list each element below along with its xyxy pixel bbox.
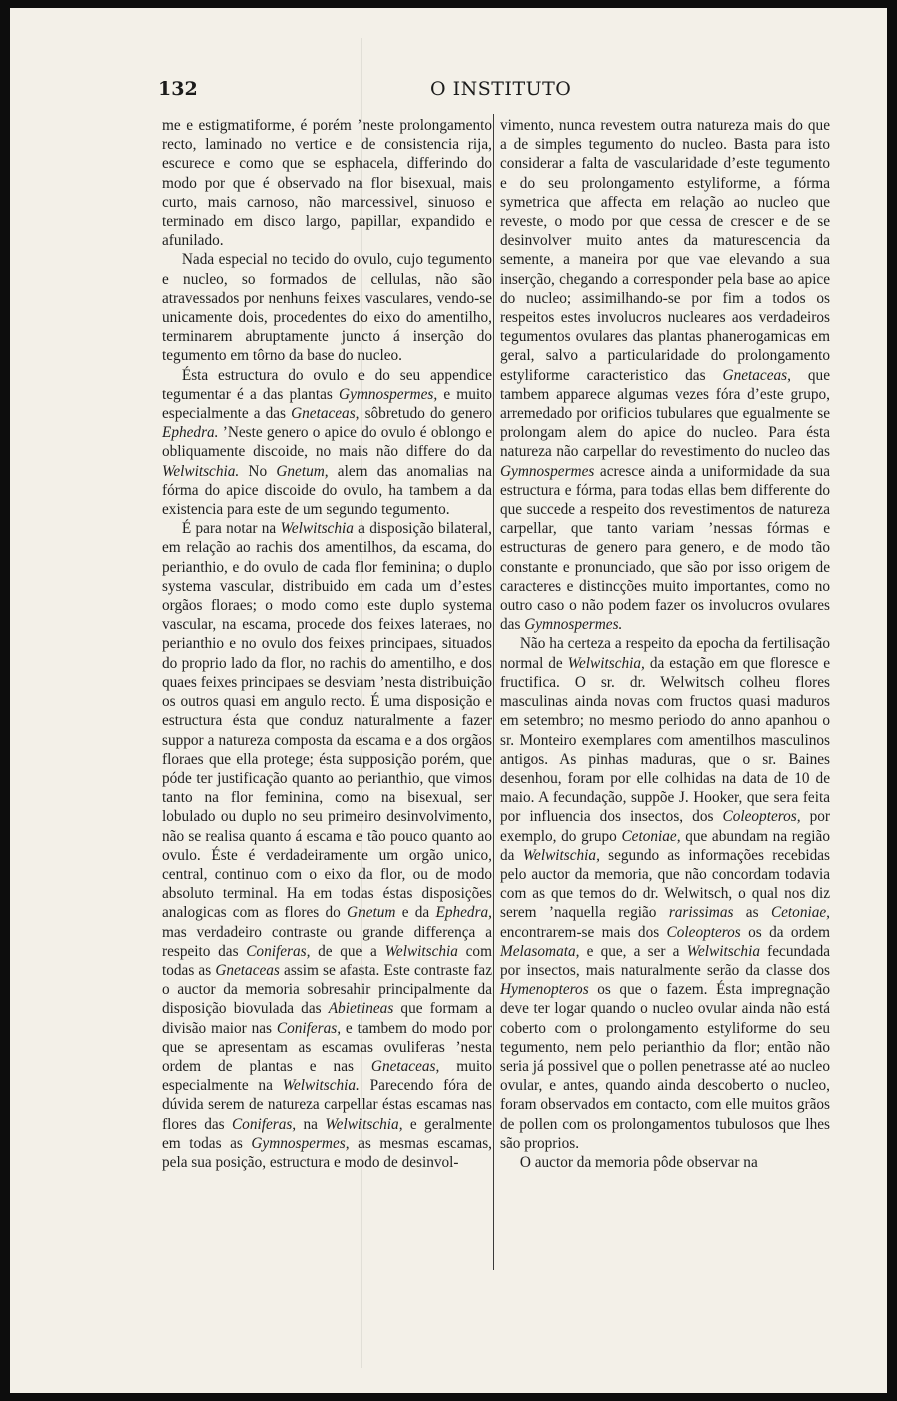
- paragraph: me e estigmatiforme, é porém ’neste prolongamento recto, laminado no vertice e de consistencia rija, escurece e como que se esphacela, differindo do modo por que é observado na flor bisexual, mais curto, mais carnoso, não marcessivel, sinuoso e terminado em disco largo, papillar, expandido e afunilado.: [162, 117, 492, 250]
- text-run: e muito especialmente a das: [162, 385, 492, 423]
- text-run: as mesmas escamas, pela sua posição, estructura e modo de desinvol-: [162, 1134, 492, 1171]
- text-run: que formam a divisão maior nas: [162, 1000, 492, 1037]
- running-header: [158, 74, 836, 104]
- italic-term: Welwitschia,: [567, 654, 645, 672]
- text-run: as: [733, 904, 771, 922]
- italic-term: Ephedra,: [435, 904, 492, 922]
- italic-term: Coleopteros,: [722, 808, 801, 826]
- text-run: de que a: [310, 942, 385, 960]
- italic-term: Welwitschia: [280, 520, 354, 538]
- paragraph: [162, 519, 492, 1172]
- text-run: muito especialmente na: [162, 1057, 492, 1095]
- page-number: 132: [158, 78, 198, 100]
- italic-term: Gymnospermes.: [524, 616, 623, 634]
- text-run: por exemplo, do grupo: [500, 808, 831, 845]
- italic-term: Gymnospermes,: [251, 1134, 350, 1152]
- text-run: Ésta estructura do ovulo e do seu appendice tegumentar é a das plantas: [162, 366, 492, 403]
- italic-term: Coniferas,: [276, 1019, 342, 1037]
- text-run: acresce ainda a uniformidade da sua estructura e fórma, para todas ellas bem differente do que succede a respeito dos revestimentos de natureza carpellar, que tanto variam ’nessas fórmas e estructuras de genero para genero, e de modo tão constante e pronunciado, que são por isso origem de caracteres e distincções muito importantes, como no outro caso o não podem fazer os involucros ovulares das: [500, 462, 830, 634]
- italic-term: Gymnospermes,: [339, 385, 438, 403]
- paragraph: [500, 116, 830, 634]
- text-run: segundo as informações recebidas pelo auctor da memoria, que não concordam todavia com as que temos do dr. Welwitsch, o qual nos diz serem ’naquella região: [500, 846, 830, 922]
- text-run: encontrarem-se mais dos: [500, 923, 667, 941]
- text-run: sôbretudo do genero: [359, 405, 492, 423]
- text-run: e geralmente em todas as: [162, 1115, 493, 1152]
- left-column: [162, 116, 492, 1172]
- text-run: e tambem do modo por que se apresentam as escamas ovuliferas ’nesta ordem de plantas e nas: [162, 1019, 492, 1075]
- italic-term: Coniferas,: [246, 942, 311, 960]
- italic-term: Gymnospermes: [500, 462, 595, 480]
- italic-term: Ephedra.: [162, 424, 219, 442]
- text-run: da estação em que floresce e fructifica. O sr. dr. Welwitsch colheu flores masculinas ainda novas com fructos quasi maduros em setembro; no mesmo periodo do anno apanhou o sr. Monteiro exemplares com amentilhos masculinos antigos. As pinhas maduras, que o sr. Baines desenhou, foram por elle colhidas na data de 10 de maio. A fecundação, suppõe J. Hooker, que sera feita por influencia dos insectos, dos: [500, 654, 830, 826]
- text-run: com todas as: [162, 942, 492, 979]
- italic-term: Gnetum: [347, 904, 396, 922]
- italic-term: Gnetum,: [276, 462, 329, 480]
- text-run: mas verdadeiro contraste ou grande differença a respeito das: [162, 923, 492, 960]
- paragraph: [500, 634, 830, 1152]
- italic-term: Cetoniae,: [770, 904, 830, 922]
- text-run: e da: [395, 904, 436, 922]
- text-run: que tambem apparece algumas vezes fóra d’este grupo, arremedado por orificios tubulares que egualmente se prolongam alem do apice do nucleo. Para ésta natureza não carpellar do revestimento do nucleo das: [500, 366, 830, 461]
- text-run: No: [239, 462, 277, 480]
- text-run: e que, a ser a: [579, 942, 687, 960]
- italic-term: Welwitschia: [384, 942, 458, 960]
- italic-term: Gnetaceas: [215, 961, 280, 979]
- italic-term: Coleopteros: [666, 923, 741, 941]
- text-run: Não ha certeza a respeito da epocha da fertilisação normal de: [500, 635, 830, 672]
- italic-term: Coniferas,: [231, 1115, 297, 1133]
- italic-term: Cetoniae,: [621, 827, 681, 845]
- italic-term: Gnetaceas,: [722, 366, 791, 384]
- text-run: na: [296, 1115, 326, 1133]
- paragraph: O auctor da memoria pôde observar na: [519, 1153, 758, 1171]
- text-run: os que o fazem. Ésta impregnação deve ter logar quando o nucleo ovular ainda não está coberto com o prolongamento estyliforme do seu tegumento, nem pelo perianthio da flor; então não seria já possivel que o pollen penetrasse até ao nucleo ovular, e antes, quando ainda descoberto o nucleo, foram observados em contacto, com elle muitos grãos de pollen com os prolongamentos tubulosos que lhes são proprios.: [500, 981, 830, 1152]
- text-run: ’Neste genero o apice do ovulo é oblongo e obliquamente discoide, no mais não differe do da: [162, 424, 492, 461]
- text-run: fecundada por insectos, mais naturalmente serão da classe dos: [500, 942, 831, 979]
- italic-term: rarissimas: [668, 904, 734, 922]
- column-divider: [493, 114, 494, 1270]
- italic-term: Abietineas: [328, 1000, 394, 1018]
- page: [10, 8, 887, 1393]
- italic-term: Melasomata,: [500, 942, 580, 960]
- text-run: a disposição bilateral, em relação ao rachis dos amentilhos, da escama, do perianthio, e do ovulo de cada flor feminina; o duplo systema vascular, distribuido em cada um d’estes orgãos floraes; o modo como este duplo systema vascular, na escama, procede dos feixes lateraes, no perianthio e no ovulo dos feixes principaes, situados do proprio lado da flor, no rachis do amentilho, e dos quaes feixes principaes se desviam ’nesta distribuição os outros quasi em angulo recto. É uma disposição e estructura ésta que conduz naturalmente a fazer suppor a natureza composta da escama e a dos orgãos floraes que ella protege; ésta supposição porém, que póde ter justificação quanto ao perianthio, que vimos tanto na flor feminina, como na bisexual, ser lobulado ou duplo no seu primeiro desinvolvimento, não se realisa quanto á escama e tão pouco quanto ao ovulo. Éste é verdadeiramente um orgão unico, central, continuo com o eixo da flor, ou de modo absoluto terminal. Ha em todas éstas disposições analogicas com as flores do: [162, 520, 492, 922]
- running-title: O INSTITUTO: [430, 78, 572, 100]
- text-run: assim se afasta. Este contraste faz o auctor da memoria sobresahir principalmente da disposição biovulada das: [162, 961, 492, 1018]
- paragraph: Nada especial no tecido do ovulo, cujo tegumento e nucleo, so formados de cellulas, não são atravessados por nenhuns feixes vasculares, vendo-se unicamente dois, procedentes do eixo do amentilho, terminarem abruptamente juncto á inserção do tegumento em tôrno da base do nucleo.: [162, 251, 492, 365]
- italic-term: Welwitschia: [686, 942, 760, 960]
- italic-term: Gnetaceas,: [370, 1057, 440, 1075]
- text-run: que abundam na região da: [500, 827, 830, 864]
- paragraph: [162, 366, 492, 520]
- italic-term: Welwitschia,: [325, 1115, 403, 1133]
- italic-term: Welwitschia.: [282, 1077, 360, 1095]
- text-run: Parecendo fóra de dúvida serem de natureza carpellar éstas escamas nas flores das: [162, 1077, 492, 1133]
- italic-term: Gnetaceas,: [291, 405, 360, 423]
- italic-term: Welwitschia.: [162, 462, 240, 480]
- text-run: alem das anomalias na fórma do apice discoide do ovulo, ha tambem a da existencia para este de um segundo tegumento.: [162, 462, 492, 519]
- text-run: É para notar na: [181, 520, 281, 538]
- right-column: [500, 116, 830, 1172]
- italic-term: Hymenopteros: [500, 981, 589, 999]
- text-run: os da ordem: [740, 923, 831, 941]
- text-run: vimento, nunca revestem outra natureza mais do que a de simples tegumento do nucleo. Basta para isto considerar a falta de vascularidade d’este tegumento e do seu prolongamento estyliforme, a fórma symetrica que affecta em relação ao nucleo que reveste, o modo por que cessa de crescer e de se desinvolver muito antes da maturescencia da semente, a maneira por que vae elevando a sua inserção, chegando a corresponder pela base ao apice do nucleo; assimilhando-se por fim a todos os respeitos estes involucros nucleares aos verdadeiros tegumentos ovulares das plantas phanerogamicas em geral, salvo a particularidade do prolongamento estyliforme caracteristico das: [500, 117, 830, 384]
- italic-term: Welwitschia,: [522, 846, 600, 864]
